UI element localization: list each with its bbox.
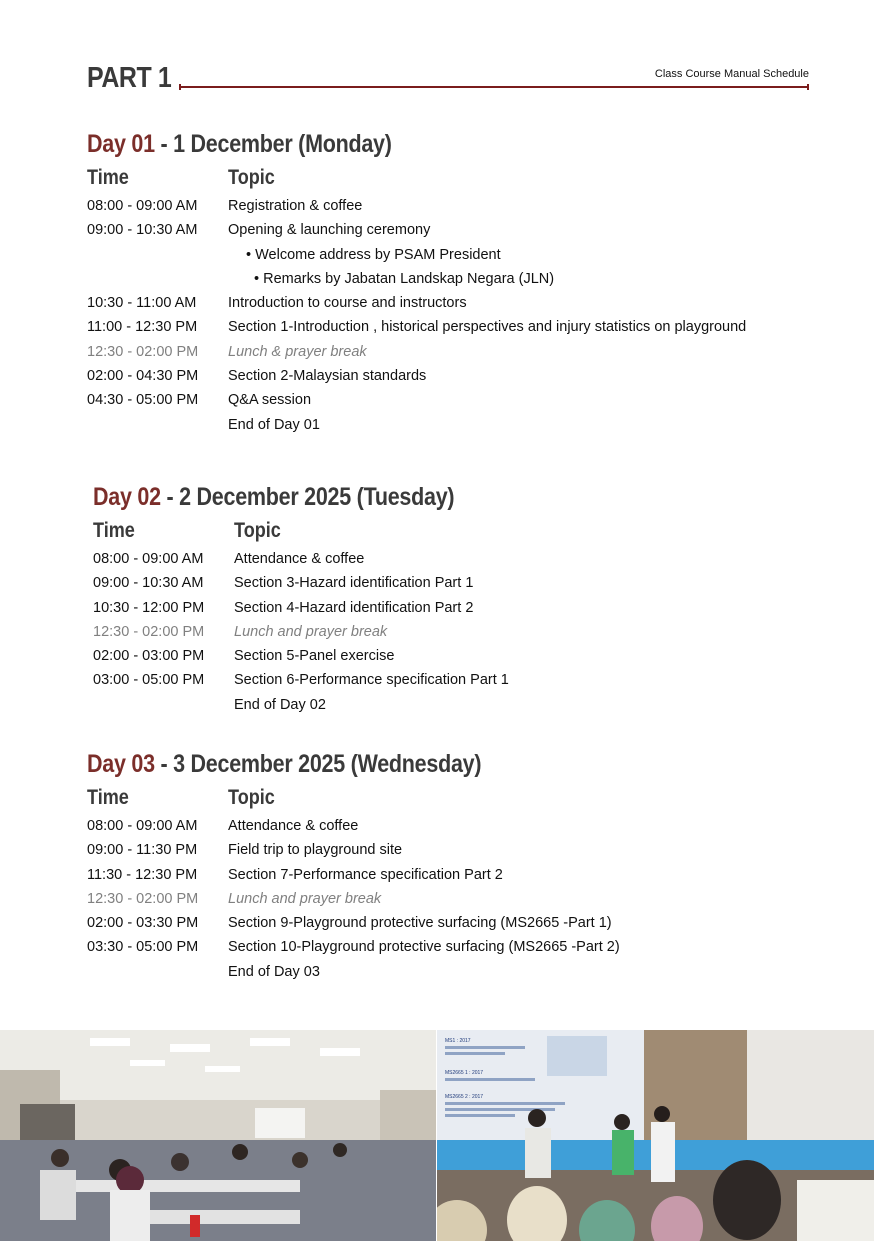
row-time: 11:00 - 12:30 PM xyxy=(87,319,198,336)
schedule-row xyxy=(93,622,853,646)
row-time: 09:00 - 11:30 PM xyxy=(87,842,198,859)
column-headers xyxy=(87,166,847,196)
day-date: - 1 December (Monday) xyxy=(154,130,392,158)
schedule-row xyxy=(87,220,847,244)
schedule-row xyxy=(87,865,847,889)
row-topic: Opening & launching ceremony xyxy=(228,222,431,239)
schedule-row xyxy=(87,937,847,961)
row-time: 03:00 - 05:00 PM xyxy=(93,672,205,689)
row-topic: End of Day 01 xyxy=(228,416,320,433)
row-time: 08:00 - 09:00 AM xyxy=(87,818,198,834)
row-time: 10:30 - 12:00 PM xyxy=(93,599,205,616)
day-heading xyxy=(87,750,741,782)
slide-line-1: MS1 : 2017 xyxy=(445,1038,471,1044)
header-divider xyxy=(179,86,809,88)
page-header xyxy=(87,62,809,102)
schedule-row xyxy=(93,573,853,597)
schedule-row xyxy=(93,598,853,622)
row-time: 12:30 - 02:00 PM xyxy=(93,623,205,640)
schedule-row xyxy=(87,840,847,864)
schedule-row xyxy=(87,415,847,439)
column-headers xyxy=(93,519,853,549)
schedule-row xyxy=(93,646,853,670)
slide-line-2: MS2665 1 : 2017 xyxy=(445,1070,484,1076)
row-topic: Lunch and prayer break xyxy=(234,623,388,640)
row-topic: Section 9-Playground protective surfacing (MS2665 -Part 1) xyxy=(228,915,612,932)
topic-column-header: Topic xyxy=(228,786,275,809)
day-date: - 3 December 2025 (Wednesday) xyxy=(154,750,482,778)
schedule-row xyxy=(87,390,847,414)
topic-column-header: Topic xyxy=(234,519,281,542)
day-03-schedule xyxy=(87,750,847,986)
day-label: Day 03 xyxy=(87,750,155,778)
row-time: 04:30 - 05:00 PM xyxy=(87,392,199,409)
row-time: 02:00 - 03:30 PM xyxy=(87,915,199,932)
classroom-photo xyxy=(0,1030,436,1241)
day-01-schedule xyxy=(87,130,847,439)
row-topic: Attendance & coffee xyxy=(234,551,365,567)
row-topic: End of Day 02 xyxy=(234,696,326,713)
row-topic: Section 1-Introduction , historical perspectives and injury statistics on playground xyxy=(228,319,747,336)
row-topic: Attendance & coffee xyxy=(228,818,359,834)
bullet-row xyxy=(87,269,847,293)
schedule-row xyxy=(93,695,853,719)
row-topic: Lunch & prayer break xyxy=(228,343,367,360)
row-time: 12:30 - 02:00 PM xyxy=(87,343,199,360)
time-column-header: Time xyxy=(93,519,135,542)
row-topic: Section 6-Performance specification Part 1 xyxy=(234,672,509,689)
presentation-photo xyxy=(437,1030,874,1241)
day-label: Day 01 xyxy=(87,130,155,158)
schedule-row xyxy=(87,962,847,986)
schedule-row xyxy=(93,549,853,573)
slide-line-3: MS2665 2 : 2017 xyxy=(445,1094,484,1100)
header-subtitle: Class Course Manual Schedule xyxy=(654,68,809,80)
schedule-row xyxy=(93,670,853,694)
schedule-row xyxy=(87,317,847,341)
schedule-row xyxy=(87,342,847,366)
row-time: 11:30 - 12:30 PM xyxy=(87,866,198,883)
bullet-item: • Remarks by Jabatan Landskap Negara (JLN) xyxy=(254,270,555,287)
row-topic: Section 3-Hazard identification Part 1 xyxy=(234,575,474,592)
day-02-schedule xyxy=(93,483,853,719)
row-time: 09:00 - 10:30 AM xyxy=(93,575,204,592)
row-time: 08:00 - 09:00 AM xyxy=(93,551,204,567)
row-time: 08:00 - 09:00 AM xyxy=(87,198,198,214)
topic-column-header: Topic xyxy=(228,166,275,189)
day-heading xyxy=(93,483,747,515)
time-column-header: Time xyxy=(87,166,129,189)
schedule-row xyxy=(87,889,847,913)
row-topic: Section 2-Malaysian standards xyxy=(228,368,427,385)
day-date: - 2 December 2025 (Tuesday) xyxy=(160,483,455,511)
day-heading xyxy=(87,130,741,162)
schedule-row xyxy=(87,293,847,317)
photo-strip xyxy=(0,1030,874,1241)
row-topic: Section 10-Playground protective surfacing (MS2665 -Part 2) xyxy=(228,939,620,956)
row-topic: Q&A session xyxy=(228,392,312,409)
schedule-row xyxy=(87,913,847,937)
row-topic: Introduction to course and instructors xyxy=(228,295,467,312)
row-topic: Section 5-Panel exercise xyxy=(234,648,395,665)
row-topic: Field trip to playground site xyxy=(228,842,403,859)
row-time: 10:30 - 11:00 AM xyxy=(87,295,197,312)
row-topic: Section 7-Performance specification Part 2 xyxy=(228,866,503,883)
row-topic: Registration & coffee xyxy=(228,198,363,214)
time-column-header: Time xyxy=(87,786,129,809)
schedule-row xyxy=(87,196,847,220)
row-topic: End of Day 03 xyxy=(228,963,320,980)
bullet-item: • Welcome address by PSAM President xyxy=(246,246,501,263)
row-topic: Section 4-Hazard identification Part 2 xyxy=(234,599,474,616)
day-label: Day 02 xyxy=(93,483,161,511)
row-time: 02:00 - 04:30 PM xyxy=(87,368,199,385)
column-headers xyxy=(87,786,847,816)
row-time: 03:30 - 05:00 PM xyxy=(87,939,199,956)
part-title: PART 1 xyxy=(87,62,172,94)
row-topic: Lunch and prayer break xyxy=(228,890,382,907)
schedule-row xyxy=(87,366,847,390)
row-time: 09:00 - 10:30 AM xyxy=(87,222,198,239)
row-time: 02:00 - 03:00 PM xyxy=(93,648,205,665)
schedule-row xyxy=(87,816,847,840)
row-time: 12:30 - 02:00 PM xyxy=(87,890,199,907)
bullet-row xyxy=(87,245,847,269)
